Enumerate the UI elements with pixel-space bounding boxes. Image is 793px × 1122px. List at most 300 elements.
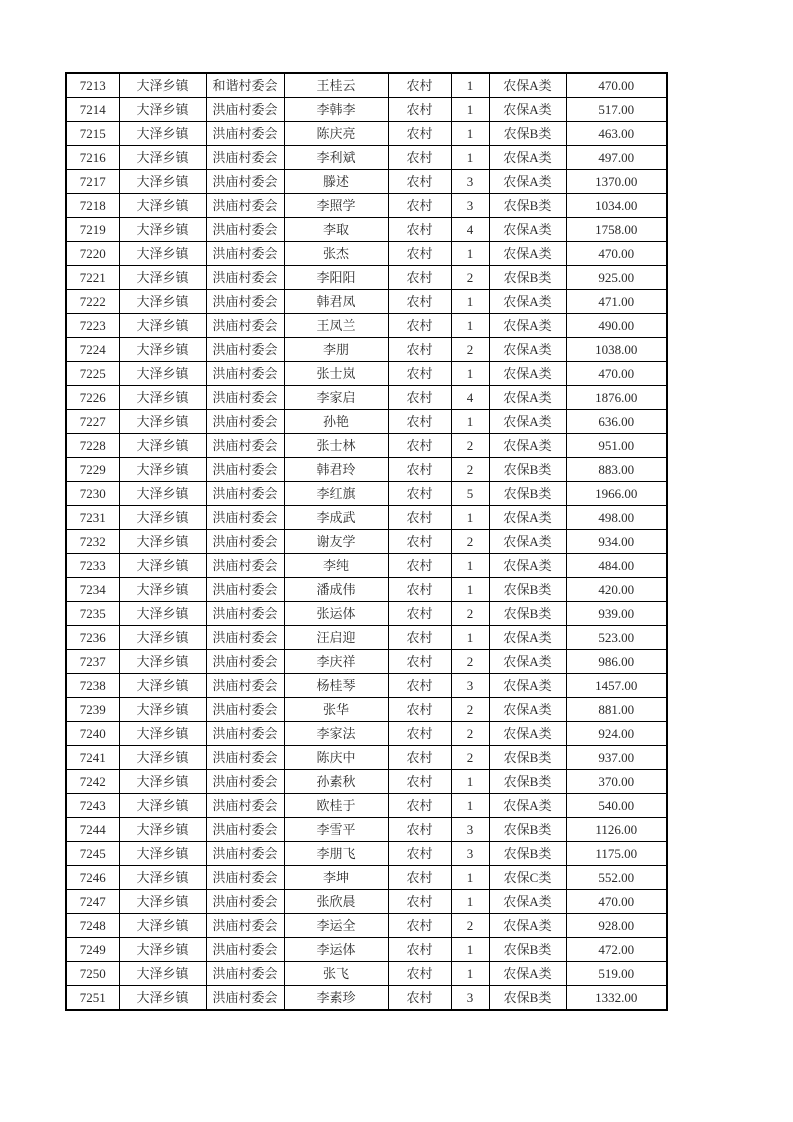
cell-village-committee: 洪庙村委会 [206, 410, 284, 434]
cell-serial-number: 7224 [66, 338, 119, 362]
cell-serial-number: 7220 [66, 242, 119, 266]
cell-person-count: 1 [451, 890, 489, 914]
cell-serial-number: 7247 [66, 890, 119, 914]
cell-township: 大泽乡镇 [119, 578, 206, 602]
cell-residence-type: 农村 [388, 314, 451, 338]
cell-person-count: 2 [451, 458, 489, 482]
cell-insurance-category: 农保B类 [489, 746, 566, 770]
cell-residence-type: 农村 [388, 506, 451, 530]
cell-person-count: 1 [451, 626, 489, 650]
cell-person-name: 张欣晨 [284, 890, 388, 914]
cell-amount: 925.00 [566, 266, 667, 290]
cell-insurance-category: 农保A类 [489, 386, 566, 410]
cell-person-count: 1 [451, 146, 489, 170]
cell-insurance-category: 农保A类 [489, 674, 566, 698]
cell-person-name: 李朋飞 [284, 842, 388, 866]
cell-person-count: 2 [451, 434, 489, 458]
cell-residence-type: 农村 [388, 458, 451, 482]
cell-amount: 517.00 [566, 98, 667, 122]
cell-serial-number: 7218 [66, 194, 119, 218]
cell-person-count: 1 [451, 122, 489, 146]
cell-township: 大泽乡镇 [119, 290, 206, 314]
cell-person-name: 王桂云 [284, 73, 388, 98]
cell-village-committee: 洪庙村委会 [206, 266, 284, 290]
table-row [66, 314, 667, 338]
cell-person-name: 张士林 [284, 434, 388, 458]
cell-serial-number: 7216 [66, 146, 119, 170]
payment-table-body [66, 73, 667, 1010]
table-row [66, 698, 667, 722]
table-row [66, 122, 667, 146]
cell-residence-type: 农村 [388, 938, 451, 962]
cell-insurance-category: 农保A类 [489, 626, 566, 650]
cell-person-count: 3 [451, 842, 489, 866]
cell-serial-number: 7221 [66, 266, 119, 290]
cell-person-name: 谢友学 [284, 530, 388, 554]
cell-residence-type: 农村 [388, 410, 451, 434]
cell-person-count: 1 [451, 506, 489, 530]
cell-person-count: 3 [451, 674, 489, 698]
cell-amount: 470.00 [566, 73, 667, 98]
cell-person-count: 3 [451, 818, 489, 842]
cell-insurance-category: 农保B类 [489, 122, 566, 146]
table-row [66, 146, 667, 170]
cell-person-count: 5 [451, 482, 489, 506]
cell-insurance-category: 农保A类 [489, 218, 566, 242]
cell-township: 大泽乡镇 [119, 194, 206, 218]
cell-insurance-category: 农保A类 [489, 362, 566, 386]
cell-person-name: 李阳阳 [284, 266, 388, 290]
cell-residence-type: 农村 [388, 626, 451, 650]
cell-village-committee: 洪庙村委会 [206, 938, 284, 962]
cell-serial-number: 7249 [66, 938, 119, 962]
cell-amount: 986.00 [566, 650, 667, 674]
cell-township: 大泽乡镇 [119, 170, 206, 194]
cell-person-name: 张飞 [284, 962, 388, 986]
cell-village-committee: 洪庙村委会 [206, 506, 284, 530]
cell-person-name: 张士岚 [284, 362, 388, 386]
cell-person-count: 1 [451, 290, 489, 314]
cell-insurance-category: 农保A类 [489, 338, 566, 362]
cell-township: 大泽乡镇 [119, 218, 206, 242]
table-row [66, 410, 667, 434]
cell-insurance-category: 农保A类 [489, 98, 566, 122]
cell-insurance-category: 农保A类 [489, 73, 566, 98]
cell-village-committee: 洪庙村委会 [206, 794, 284, 818]
cell-village-committee: 洪庙村委会 [206, 674, 284, 698]
cell-insurance-category: 农保B类 [489, 482, 566, 506]
cell-person-name: 杨桂琴 [284, 674, 388, 698]
cell-residence-type: 农村 [388, 674, 451, 698]
cell-residence-type: 农村 [388, 818, 451, 842]
cell-residence-type: 农村 [388, 242, 451, 266]
table-row [66, 626, 667, 650]
cell-residence-type: 农村 [388, 170, 451, 194]
table-row [66, 986, 667, 1011]
cell-residence-type: 农村 [388, 698, 451, 722]
cell-village-committee: 洪庙村委会 [206, 170, 284, 194]
cell-serial-number: 7246 [66, 866, 119, 890]
table-row [66, 674, 667, 698]
cell-insurance-category: 农保A类 [489, 962, 566, 986]
table-row [66, 290, 667, 314]
cell-residence-type: 农村 [388, 842, 451, 866]
cell-person-count: 1 [451, 73, 489, 98]
cell-person-name: 李成武 [284, 506, 388, 530]
table-row [66, 578, 667, 602]
cell-township: 大泽乡镇 [119, 506, 206, 530]
cell-township: 大泽乡镇 [119, 722, 206, 746]
cell-village-committee: 洪庙村委会 [206, 194, 284, 218]
table-row [66, 794, 667, 818]
cell-village-committee: 洪庙村委会 [206, 554, 284, 578]
cell-insurance-category: 农保A类 [489, 242, 566, 266]
cell-village-committee: 洪庙村委会 [206, 866, 284, 890]
cell-serial-number: 7227 [66, 410, 119, 434]
cell-insurance-category: 农保A类 [489, 890, 566, 914]
cell-person-name: 李朋 [284, 338, 388, 362]
cell-serial-number: 7250 [66, 962, 119, 986]
cell-amount: 523.00 [566, 626, 667, 650]
cell-residence-type: 农村 [388, 530, 451, 554]
cell-serial-number: 7242 [66, 770, 119, 794]
cell-serial-number: 7234 [66, 578, 119, 602]
cell-amount: 1126.00 [566, 818, 667, 842]
cell-amount: 883.00 [566, 458, 667, 482]
cell-person-name: 李纯 [284, 554, 388, 578]
cell-serial-number: 7219 [66, 218, 119, 242]
cell-residence-type: 农村 [388, 554, 451, 578]
cell-village-committee: 洪庙村委会 [206, 314, 284, 338]
cell-amount: 1457.00 [566, 674, 667, 698]
cell-person-count: 2 [451, 602, 489, 626]
cell-amount: 924.00 [566, 722, 667, 746]
cell-person-count: 2 [451, 266, 489, 290]
cell-serial-number: 7240 [66, 722, 119, 746]
cell-person-count: 1 [451, 794, 489, 818]
cell-serial-number: 7238 [66, 674, 119, 698]
cell-village-committee: 洪庙村委会 [206, 962, 284, 986]
cell-insurance-category: 农保B类 [489, 770, 566, 794]
cell-insurance-category: 农保B类 [489, 602, 566, 626]
cell-person-count: 2 [451, 722, 489, 746]
cell-person-name: 韩君玲 [284, 458, 388, 482]
table-row [66, 530, 667, 554]
table-row [66, 506, 667, 530]
cell-amount: 498.00 [566, 506, 667, 530]
cell-township: 大泽乡镇 [119, 458, 206, 482]
cell-amount: 470.00 [566, 362, 667, 386]
cell-township: 大泽乡镇 [119, 602, 206, 626]
table-row [66, 746, 667, 770]
cell-residence-type: 农村 [388, 914, 451, 938]
cell-insurance-category: 农保A类 [489, 290, 566, 314]
cell-insurance-category: 农保B类 [489, 938, 566, 962]
cell-residence-type: 农村 [388, 746, 451, 770]
cell-person-count: 3 [451, 170, 489, 194]
cell-residence-type: 农村 [388, 794, 451, 818]
cell-residence-type: 农村 [388, 146, 451, 170]
cell-person-name: 孙艳 [284, 410, 388, 434]
cell-insurance-category: 农保A类 [489, 650, 566, 674]
table-row [66, 338, 667, 362]
cell-person-count: 1 [451, 98, 489, 122]
table-row [66, 866, 667, 890]
cell-serial-number: 7229 [66, 458, 119, 482]
table-row [66, 386, 667, 410]
cell-village-committee: 洪庙村委会 [206, 722, 284, 746]
cell-residence-type: 农村 [388, 986, 451, 1011]
cell-village-committee: 洪庙村委会 [206, 746, 284, 770]
cell-person-name: 欧桂于 [284, 794, 388, 818]
cell-amount: 519.00 [566, 962, 667, 986]
table-row [66, 266, 667, 290]
cell-person-name: 李运体 [284, 938, 388, 962]
cell-person-name: 李利斌 [284, 146, 388, 170]
cell-person-count: 2 [451, 530, 489, 554]
cell-person-count: 1 [451, 938, 489, 962]
cell-person-name: 孙素秋 [284, 770, 388, 794]
cell-residence-type: 农村 [388, 602, 451, 626]
cell-insurance-category: 农保B类 [489, 458, 566, 482]
table-row [66, 938, 667, 962]
cell-serial-number: 7251 [66, 986, 119, 1011]
cell-amount: 1758.00 [566, 218, 667, 242]
cell-township: 大泽乡镇 [119, 530, 206, 554]
cell-serial-number: 7230 [66, 482, 119, 506]
cell-insurance-category: 农保B类 [489, 194, 566, 218]
cell-person-name: 李家法 [284, 722, 388, 746]
cell-insurance-category: 农保C类 [489, 866, 566, 890]
cell-amount: 370.00 [566, 770, 667, 794]
cell-amount: 420.00 [566, 578, 667, 602]
cell-village-committee: 洪庙村委会 [206, 362, 284, 386]
cell-insurance-category: 农保B类 [489, 818, 566, 842]
cell-insurance-category: 农保A类 [489, 698, 566, 722]
cell-person-count: 4 [451, 386, 489, 410]
cell-village-committee: 洪庙村委会 [206, 122, 284, 146]
cell-person-count: 1 [451, 410, 489, 434]
cell-amount: 1370.00 [566, 170, 667, 194]
cell-township: 大泽乡镇 [119, 890, 206, 914]
cell-insurance-category: 农保A类 [489, 170, 566, 194]
cell-person-name: 张杰 [284, 242, 388, 266]
cell-person-name: 张运体 [284, 602, 388, 626]
table-row [66, 362, 667, 386]
cell-amount: 463.00 [566, 122, 667, 146]
cell-person-count: 3 [451, 194, 489, 218]
cell-person-count: 2 [451, 698, 489, 722]
cell-amount: 939.00 [566, 602, 667, 626]
cell-serial-number: 7232 [66, 530, 119, 554]
cell-insurance-category: 农保B类 [489, 578, 566, 602]
table-row [66, 98, 667, 122]
cell-residence-type: 农村 [388, 338, 451, 362]
cell-township: 大泽乡镇 [119, 962, 206, 986]
cell-person-count: 3 [451, 986, 489, 1011]
cell-residence-type: 农村 [388, 194, 451, 218]
table-row [66, 602, 667, 626]
cell-residence-type: 农村 [388, 722, 451, 746]
cell-person-count: 1 [451, 362, 489, 386]
cell-insurance-category: 农保A类 [489, 554, 566, 578]
table-row [66, 554, 667, 578]
table-row [66, 890, 667, 914]
cell-township: 大泽乡镇 [119, 266, 206, 290]
cell-village-committee: 洪庙村委会 [206, 482, 284, 506]
cell-serial-number: 7233 [66, 554, 119, 578]
table-row [66, 170, 667, 194]
table-row [66, 842, 667, 866]
table-row [66, 818, 667, 842]
cell-township: 大泽乡镇 [119, 914, 206, 938]
cell-person-name: 李素珍 [284, 986, 388, 1011]
cell-serial-number: 7228 [66, 434, 119, 458]
cell-village-committee: 洪庙村委会 [206, 290, 284, 314]
cell-village-committee: 洪庙村委会 [206, 338, 284, 362]
cell-amount: 881.00 [566, 698, 667, 722]
cell-village-committee: 洪庙村委会 [206, 818, 284, 842]
cell-amount: 471.00 [566, 290, 667, 314]
cell-village-committee: 洪庙村委会 [206, 770, 284, 794]
cell-residence-type: 农村 [388, 482, 451, 506]
cell-amount: 490.00 [566, 314, 667, 338]
cell-village-committee: 洪庙村委会 [206, 458, 284, 482]
cell-village-committee: 洪庙村委会 [206, 530, 284, 554]
cell-residence-type: 农村 [388, 578, 451, 602]
cell-serial-number: 7235 [66, 602, 119, 626]
cell-amount: 484.00 [566, 554, 667, 578]
table-row [66, 722, 667, 746]
cell-village-committee: 洪庙村委会 [206, 986, 284, 1011]
cell-township: 大泽乡镇 [119, 482, 206, 506]
cell-residence-type: 农村 [388, 770, 451, 794]
cell-township: 大泽乡镇 [119, 386, 206, 410]
cell-serial-number: 7217 [66, 170, 119, 194]
cell-amount: 472.00 [566, 938, 667, 962]
cell-amount: 552.00 [566, 866, 667, 890]
cell-township: 大泽乡镇 [119, 842, 206, 866]
cell-serial-number: 7241 [66, 746, 119, 770]
cell-township: 大泽乡镇 [119, 866, 206, 890]
cell-serial-number: 7215 [66, 122, 119, 146]
cell-village-committee: 洪庙村委会 [206, 242, 284, 266]
cell-village-committee: 洪庙村委会 [206, 434, 284, 458]
cell-amount: 470.00 [566, 242, 667, 266]
cell-amount: 1332.00 [566, 986, 667, 1011]
cell-amount: 1966.00 [566, 482, 667, 506]
cell-person-name: 陈庆中 [284, 746, 388, 770]
cell-township: 大泽乡镇 [119, 98, 206, 122]
cell-person-name: 李照学 [284, 194, 388, 218]
cell-township: 大泽乡镇 [119, 770, 206, 794]
payment-list-table [65, 72, 668, 1011]
cell-village-committee: 洪庙村委会 [206, 626, 284, 650]
cell-township: 大泽乡镇 [119, 242, 206, 266]
cell-insurance-category: 农保A类 [489, 314, 566, 338]
cell-person-name: 李运全 [284, 914, 388, 938]
cell-person-count: 2 [451, 338, 489, 362]
cell-serial-number: 7226 [66, 386, 119, 410]
cell-person-name: 潘成伟 [284, 578, 388, 602]
cell-residence-type: 农村 [388, 890, 451, 914]
cell-residence-type: 农村 [388, 122, 451, 146]
cell-amount: 1034.00 [566, 194, 667, 218]
cell-person-name: 陈庆亮 [284, 122, 388, 146]
cell-serial-number: 7248 [66, 914, 119, 938]
cell-amount: 1038.00 [566, 338, 667, 362]
cell-township: 大泽乡镇 [119, 698, 206, 722]
cell-amount: 497.00 [566, 146, 667, 170]
cell-township: 大泽乡镇 [119, 314, 206, 338]
table-row [66, 458, 667, 482]
cell-village-committee: 洪庙村委会 [206, 602, 284, 626]
cell-person-name: 李庆祥 [284, 650, 388, 674]
cell-person-count: 1 [451, 554, 489, 578]
cell-person-name: 李雪平 [284, 818, 388, 842]
table-row [66, 650, 667, 674]
table-row [66, 962, 667, 986]
cell-residence-type: 农村 [388, 650, 451, 674]
cell-person-name: 王凤兰 [284, 314, 388, 338]
cell-person-count: 1 [451, 770, 489, 794]
cell-serial-number: 7236 [66, 626, 119, 650]
cell-residence-type: 农村 [388, 98, 451, 122]
cell-residence-type: 农村 [388, 73, 451, 98]
table-row [66, 242, 667, 266]
cell-village-committee: 洪庙村委会 [206, 914, 284, 938]
cell-person-name: 张华 [284, 698, 388, 722]
cell-township: 大泽乡镇 [119, 650, 206, 674]
cell-township: 大泽乡镇 [119, 554, 206, 578]
cell-township: 大泽乡镇 [119, 746, 206, 770]
cell-amount: 470.00 [566, 890, 667, 914]
cell-serial-number: 7231 [66, 506, 119, 530]
cell-person-count: 2 [451, 746, 489, 770]
cell-serial-number: 7225 [66, 362, 119, 386]
cell-person-name: 韩君凤 [284, 290, 388, 314]
cell-township: 大泽乡镇 [119, 146, 206, 170]
cell-township: 大泽乡镇 [119, 938, 206, 962]
table-row [66, 194, 667, 218]
cell-village-committee: 洪庙村委会 [206, 146, 284, 170]
cell-insurance-category: 农保B类 [489, 266, 566, 290]
cell-insurance-category: 农保A类 [489, 146, 566, 170]
table-row [66, 770, 667, 794]
cell-amount: 1175.00 [566, 842, 667, 866]
cell-person-name: 李韩李 [284, 98, 388, 122]
cell-insurance-category: 农保A类 [489, 434, 566, 458]
cell-amount: 636.00 [566, 410, 667, 434]
cell-person-count: 1 [451, 962, 489, 986]
cell-person-name: 李红旗 [284, 482, 388, 506]
cell-person-count: 2 [451, 650, 489, 674]
cell-residence-type: 农村 [388, 962, 451, 986]
cell-township: 大泽乡镇 [119, 626, 206, 650]
cell-village-committee: 洪庙村委会 [206, 650, 284, 674]
cell-person-name: 李取 [284, 218, 388, 242]
cell-village-committee: 洪庙村委会 [206, 98, 284, 122]
cell-township: 大泽乡镇 [119, 410, 206, 434]
cell-residence-type: 农村 [388, 266, 451, 290]
cell-township: 大泽乡镇 [119, 674, 206, 698]
cell-serial-number: 7223 [66, 314, 119, 338]
cell-insurance-category: 农保A类 [489, 530, 566, 554]
cell-serial-number: 7245 [66, 842, 119, 866]
cell-person-name: 李家启 [284, 386, 388, 410]
table-row [66, 218, 667, 242]
cell-residence-type: 农村 [388, 290, 451, 314]
